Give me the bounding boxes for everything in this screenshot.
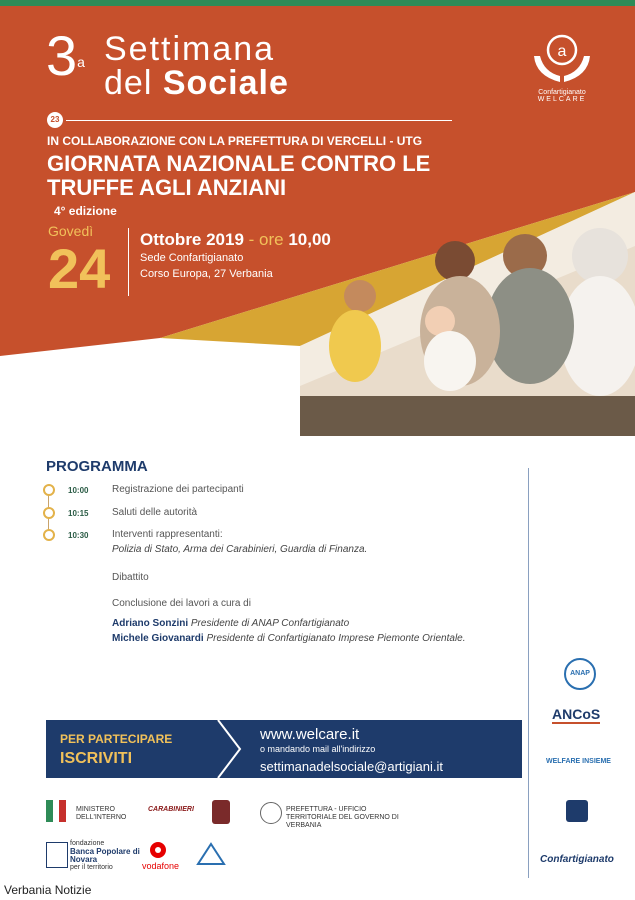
dibattito: Dibattito	[112, 572, 149, 583]
confartigianato-logo: Confartigianato	[540, 854, 614, 865]
speaker-2: Michele Giovanardi Presidente di Confartigianato Imprese Piemonte Orientale.	[112, 633, 466, 644]
program-item: Interventi rappresentanti:	[112, 529, 223, 540]
prefettura-logo: PREFETTURA - UFFICIO TERRITORIALE DEL GOVERNO DI VERBANIA	[286, 806, 399, 829]
email-link[interactable]: settimanadelsociale@artigiani.it	[260, 759, 444, 774]
timeline-dot	[43, 484, 55, 496]
weekday: Govedì	[48, 223, 94, 239]
photo-credit: Verbania Notizie	[4, 883, 92, 897]
hands-heart-icon	[530, 32, 594, 84]
programma-title: PROGRAMMA	[46, 458, 148, 475]
bpn-logo-icon	[46, 842, 68, 868]
speaker-1: Adriano Sonzini Presidente di ANAP Confartigianato	[112, 618, 350, 629]
banner-label-2: ISCRIVITI	[60, 750, 133, 767]
logo-sub: WELCARE	[537, 96, 587, 103]
emblem-icon	[260, 802, 282, 824]
program-time: 10:00	[68, 486, 89, 495]
anap-logo: ANAP	[564, 658, 596, 690]
timeline-dot	[43, 507, 55, 519]
mail-note: o mandando mail all'indirizzo	[260, 744, 376, 754]
conclusione: Conclusione dei lavori a cura di	[112, 598, 251, 609]
program-item: Registrazione dei partecipanti	[112, 484, 244, 495]
logo-name: Confartigianato	[538, 89, 586, 96]
event-title: GIORNATA NAZIONALE CONTRO LE TRUFFE AGLI ANZIANI	[47, 151, 431, 200]
title-line-1: Settimana	[104, 30, 276, 68]
banner-label-1: PER PARTECIPARE	[60, 732, 173, 746]
event-date: Ottobre 2019 - ore 10,00	[140, 230, 331, 249]
date-divider	[128, 228, 129, 296]
coat-of-arms-icon	[212, 800, 230, 824]
number-badge: 23	[47, 112, 63, 128]
venue: Sede Confartigianato	[140, 252, 244, 264]
program-item: Saluti delle autorità	[112, 507, 198, 518]
triangle-logo-icon	[196, 842, 226, 866]
website-link[interactable]: www.welcare.it	[260, 726, 360, 743]
welfare-insieme-logo: WELFARE INSIEME	[546, 758, 611, 765]
vodafone-logo: vodafone	[142, 861, 180, 871]
vodafone-icon	[150, 842, 166, 858]
svg-text:a: a	[557, 43, 567, 60]
timeline-dot	[43, 529, 55, 541]
day-number: 24	[48, 237, 111, 300]
edition-text: 4° edizione	[54, 204, 117, 218]
right-divider	[528, 468, 529, 878]
carabinieri-logo: CARABINIERI	[148, 806, 194, 813]
welcare-logo	[525, 32, 599, 103]
interventi-detail: Polizia di Stato, Arma dei Carabinieri, Guardia di Finanza.	[112, 544, 368, 555]
italian-flag-icon	[46, 800, 66, 822]
program-time: 10:30	[68, 531, 89, 540]
event-poster	[0, 6, 635, 880]
accessibility-icon	[566, 800, 588, 822]
program-time: 10:15	[68, 509, 89, 518]
ancos-logo: ANCoS	[552, 706, 601, 722]
ministero-logo: MINISTERO DELL'INTERNO	[76, 806, 127, 821]
banca-popolare-logo: fondazione Banca Popolare di Novara per il territorio	[70, 840, 140, 871]
chevron-right-icon	[214, 720, 244, 778]
address: Corso Europa, 27 Verbania	[140, 268, 273, 280]
title-divider	[66, 120, 452, 121]
family-photo	[300, 186, 635, 436]
title-line-2: del Sociale	[104, 64, 289, 102]
edition-ordinal: 3$^a$	[46, 24, 85, 87]
collaboration-text: IN COLLABORAZIONE CON LA PREFETTURA DI VERCELLI - UTG	[47, 134, 423, 148]
